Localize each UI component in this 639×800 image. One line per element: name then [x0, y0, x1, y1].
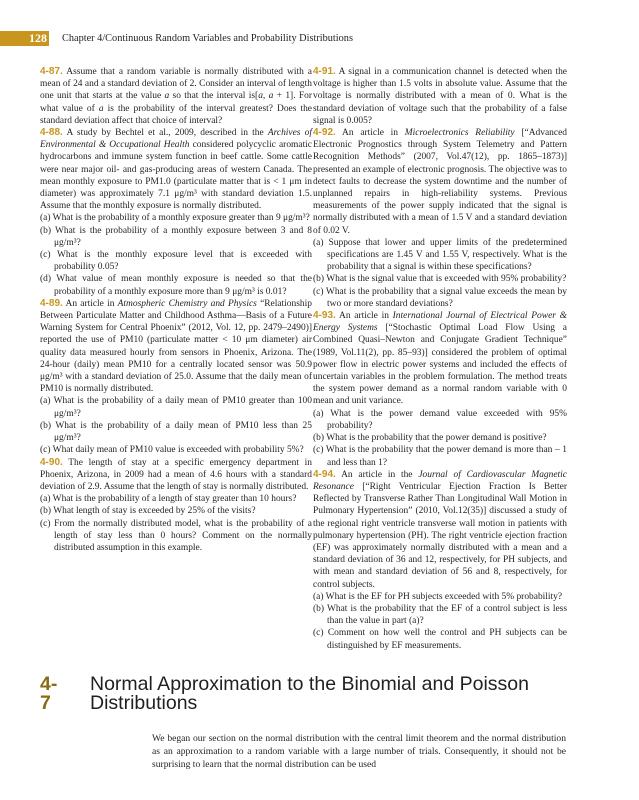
exercise-subquestion: (c) Comment on how well the control and PH subjects can be distinguished by EF measurements. [313, 628, 567, 651]
exercise-text: An article in [335, 311, 393, 322]
exercise-text: [“Stochastic Optimal Load Flow Using a Combined Quasi–Newton and Conjugate Gradient Technique” (1989, Vol.11(2), pp. 85–93)] considered the problem of optimal power flow in electric power systems and included the effects of uncertain variables in the problem formulation. The method treats the system power demand as a normal random variable with 0 mean and unit variance. [313, 323, 568, 407]
exercise-subquestion: (c) What is the probability that the power demand is more than – 1 and less than 1? [313, 445, 567, 468]
exercise-number: 4-92. [313, 127, 336, 139]
exercise-text: “Relationship Between Particulate Matter and Childhood Asthma—Basis of a Future Warning System for Central Phoenix” (2012, Vol. 12, pp. 2479–2490)] reported the use of PM10 (particulate matter < 10 μm diameter) air quality data measured hourly from sensors in Phoenix, Arizona. The 24-hour (daily) mean PM10 for a centrally located sensor was 50.9 μg/m³ with a standard deviation of 25.0. Assume that the daily mean of PM10 is normally distributed. [40, 298, 312, 395]
section-number: 4-7 [40, 673, 58, 714]
exercise-text: , [262, 91, 269, 102]
section-intro: We began our section on the normal distribution with the central limit theorem and the normal distribution as an approximation to a random variable with a large number of trials. Consequently, it should not be surprising to learn that the normal distribution can be used [152, 733, 566, 770]
exercise-subquestion: (c) What daily mean of PM10 value is exceeded with probability 5%? [40, 445, 304, 456]
exercise-subquestion: (a) What is the power demand value exceeded with 95% probability? [313, 408, 567, 431]
exercise-citation: a [258, 91, 263, 102]
exercise-subquestion: (b) What is the probability that the power demand is positive? [313, 433, 547, 444]
exercise-citation: a [268, 91, 274, 102]
exercise-4-89 [40, 298, 312, 396]
exercise-subquestion: (b) What is the signal value that is exceeded with 95% probability? [313, 274, 567, 285]
exercise-text: An article in [335, 128, 405, 139]
exercise-text: An article in the [335, 469, 419, 480]
exercise-subquestion: (a) What is the EF for PH subjects exceeded with 5% probability? [313, 591, 563, 602]
exercise-text: + 1]. For what value of [40, 91, 312, 114]
exercise-subquestion: (b) What is the probability of a daily mean of PM10 less than 25 μg/m³? [40, 420, 312, 444]
running-header: Chapter 4/Continuous Random Variables and Probability Distributions [62, 33, 353, 44]
exercise-text: considered polycyclic aromatic hydrocarbons and immune system function in beef cattle. Some cattle were near major oil- and gas-producing areas of western Canada. The mean monthly exposure to PM1.0 (particulate matter that is < 1 μm in diameter) was approximately 7.1 μg/m³ with standard deviation 1.5. Assume that the monthly exposure is normally distributed. [40, 140, 312, 212]
exercise-citation: Archives of Environmental & Occupational Health [40, 128, 312, 151]
exercise-text: Assume that a random variable is normally distributed with a mean of 24 and a standard deviation of 2. Consider an interval of length one unit that starts at the value [40, 67, 312, 102]
exercise-subquestion: (c) From the normally distributed model, what is the probability of a length of stay less than 0 hours? Comment on the normally distributed assumption in this example. [40, 518, 312, 553]
exercise-subquestion: (c) What is the monthly exposure level that is exceeded with probability 0.05? [40, 250, 312, 273]
exercise-subquestion: (b) What length of stay is exceeded by 25% of the visits? [40, 506, 256, 517]
exercise-text: [“Right Ventricular Ejection Fraction Is Better Reflected by Transverse Rather Than Longitudinal Wall Motion in Pulmonary Hypertension” (2010, Vol.12(35)] discussed a study of the regional right ventricle transverse wall motion in patients with pulmonary hypertension (PH). The right ventricle ejection fraction (EF) was approximately normally distributed with a mean and a standard deviation of 36 and 12, respectively, for PH subjects, and with mean and standard deviation of 56 and 8, respectively, for control subjects. [313, 481, 567, 590]
exercise-citation: a [164, 91, 170, 102]
exercise-4-92 [313, 127, 567, 237]
exercise-number: 4-87. [40, 66, 63, 77]
exercise-number: 4-88. [40, 127, 63, 139]
exercise-subquestion: (a) What is the probability of a daily mean of PM10 greater than 100 μg/m³? [40, 396, 312, 419]
exercise-citation: Atmospheric Chemistry and Physics [117, 298, 257, 309]
exercise-4-88 [40, 127, 312, 212]
exercise-4-87 [40, 66, 312, 127]
exercise-text: is the probability of the interval greatest? Does the standard deviation affect that choice of interval? [40, 103, 312, 126]
exercise-text: A signal in a communication channel is detected when the voltage is higher than 1.5 volts in absolute value. Assume that the voltage is normally distributed with a mean of 0. What is the standard deviation of voltage such that the probability of a false signal is 0.005? [313, 67, 567, 126]
exercise-citation: Journal of Cardiovascular Magnetic Resonance [313, 469, 567, 492]
section-title: Normal Approximation to the Binomial and Poisson Distributions [90, 673, 529, 714]
exercise-subquestion: (b) What is the probability of a monthly exposure between 3 and 8 μg/m³? [40, 225, 312, 248]
exercise-4-90 [40, 457, 312, 494]
exercise-subquestion: (d) What value of mean monthly exposure is needed so that the probability of a monthly exposure more than 9 μg/m³ is 0.01? [40, 274, 312, 297]
exercise-number: 4-90. [40, 456, 63, 468]
exercise-text: The length of stay at a specific emergency department in Phoenix, Arizona, in 2009 had a mean of 4.6 hours with a standard deviation of 2.9. Assume that the length of stay is normally distributed. [40, 457, 312, 492]
exercise-text: so that the interval is[ [169, 91, 259, 102]
exercise-number: 4-94. [313, 468, 336, 480]
exercise-subquestion: (a) Suppose that lower and upper limits of the predetermined specifications are 1.45 V and 1.55 V, respectively. What is the probability that a signal is within these specifications? [313, 237, 567, 273]
exercise-4-93 [313, 310, 567, 408]
exercise-subquestion: (a) What is the probability of a length of stay greater than 10 hours? [40, 494, 297, 505]
exercise-number: 4-93. [313, 310, 336, 322]
exercise-4-91 [313, 66, 567, 127]
exercise-text: A study by Bechtel et al., 2009, described in the [62, 128, 268, 139]
exercise-citation: a [98, 103, 104, 114]
exercise-subquestion: (a) What is the probability of a monthly exposure greater than 9 μg/m³? [40, 213, 310, 224]
exercise-citation: Microelectronics Reliability [404, 128, 515, 139]
exercise-number: 4-89. [40, 297, 63, 309]
exercise-subquestion: (b) What is the probability that the EF of a control subject is less than the value in part (a)? [313, 603, 567, 627]
right-column [313, 66, 567, 652]
exercise-citation: International Journal of Electrical Power & Energy Systems [313, 311, 567, 334]
page-number: 128 [0, 31, 49, 46]
left-column [40, 66, 312, 554]
exercise-number: 4-91. [313, 66, 336, 77]
exercise-text: [“Advanced Electronic Prognostics through System Telemetry and Pattern Recognition Methods” (2007, Vol.47(12), pp. 1865–1873)] presented an example of electronic prognosis. The objective was to detect faults to decrease the system downtime and the number of unplanned repairs in high-reliability systems. Previous measurements of the power supply indicated that the signal is normally distributed with a mean of 1.5 V and a standard deviation of 0.02 V. [313, 128, 567, 236]
exercise-4-94 [313, 469, 567, 591]
exercise-subquestion: (c) What is the probability that a signal value exceeds the mean by two or more standard deviations? [313, 286, 567, 309]
exercise-text: An article in [62, 298, 118, 309]
